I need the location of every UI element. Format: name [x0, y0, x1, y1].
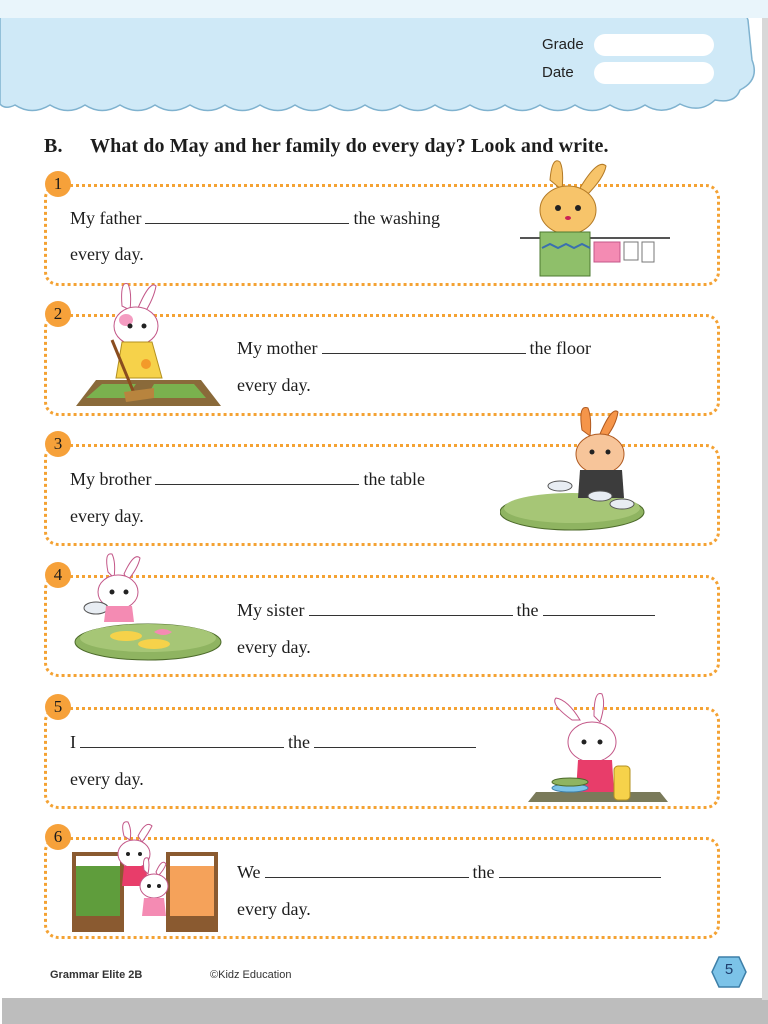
question-number-5: 5 [45, 694, 71, 720]
question-2-ending: every day. [237, 375, 311, 395]
question-5-subject: I [70, 732, 76, 752]
question-number-6: 6 [45, 824, 71, 850]
question-4-subject: My sister [237, 600, 305, 620]
question-1-subject: My father [70, 208, 142, 228]
section-instruction: What do May and her family do every day? Look and write. [90, 135, 609, 157]
question-6-subject: We [237, 862, 261, 882]
question-3-ending: every day. [70, 506, 144, 526]
question-1-object: the washing [353, 208, 440, 228]
question-2-object: the floor [529, 338, 591, 358]
question-1-ending: every day. [70, 244, 144, 264]
grade-label: Grade [542, 36, 584, 53]
question-line-3 [70, 469, 425, 490]
question-line-4 [237, 600, 659, 621]
question-4-object: the [516, 600, 539, 620]
publisher: ©Kidz Education [210, 969, 292, 981]
question-6-ending: every day. [237, 899, 311, 919]
answer-blank-6a[interactable] [265, 863, 469, 878]
book-title: Grammar Elite 2B [50, 969, 143, 981]
question-6-object: the [472, 862, 495, 882]
question-line-2 [237, 338, 591, 359]
answer-blank-1a[interactable] [145, 209, 349, 224]
question-number-1: 1 [45, 171, 71, 197]
question-3-object: the table [363, 469, 425, 489]
section-letter: B. [44, 135, 63, 157]
date-label: Date [542, 64, 574, 81]
question-number-2: 2 [45, 301, 71, 327]
rabbit-setting-table-icon [74, 552, 224, 664]
date-row [542, 64, 592, 81]
answer-blank-4b[interactable] [543, 601, 655, 616]
question-line-5 [70, 732, 480, 753]
answer-blank-6b[interactable] [499, 863, 661, 878]
date-field[interactable] [594, 62, 714, 84]
question-4-ending: every day. [237, 637, 311, 657]
answer-blank-4a[interactable] [309, 601, 513, 616]
question-5-object: the [288, 732, 310, 752]
question-3-subject: My brother [70, 469, 152, 489]
answer-blank-2a[interactable] [322, 339, 526, 354]
rabbit-washing-icon [520, 160, 670, 280]
rabbit-sweeping-icon [76, 280, 221, 410]
page-number: 5 [724, 961, 734, 978]
rabbits-making-beds-icon [70, 820, 220, 938]
question-line-6 [237, 862, 665, 883]
question-number-3: 3 [45, 431, 71, 457]
answer-blank-3a[interactable] [155, 470, 359, 485]
rabbit-washing-dishes-icon [528, 690, 668, 806]
answer-blank-5a[interactable] [80, 733, 284, 748]
answer-blank-5b[interactable] [314, 733, 476, 748]
question-number-4: 4 [45, 562, 71, 588]
question-5-ending: every day. [70, 769, 144, 789]
rabbit-clearing-table-icon [500, 404, 650, 536]
grade-row [542, 36, 592, 53]
question-line-1 [70, 208, 440, 229]
grade-field[interactable] [594, 34, 714, 56]
question-2-subject: My mother [237, 338, 318, 358]
section-heading [44, 135, 609, 158]
